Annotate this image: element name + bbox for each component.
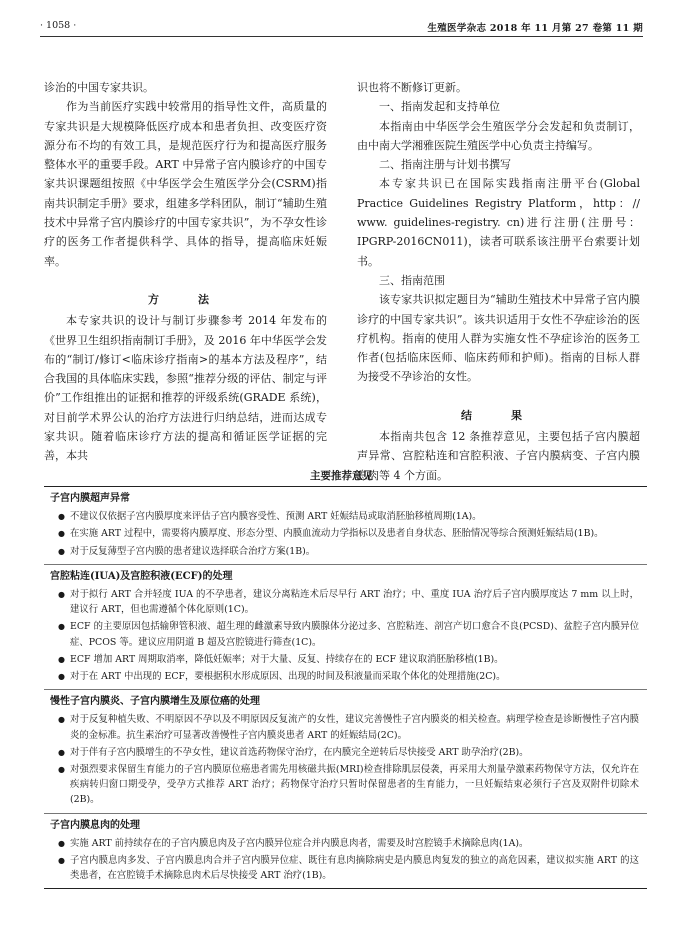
recommendations-title: 主要推荐意见 xyxy=(310,470,373,482)
recommendation-item xyxy=(44,525,647,542)
recommendation-group-heading: 宫腔粘连(IUA)及宫腔积液(ECF)的处理 xyxy=(44,564,647,586)
page-number: · 1058 · xyxy=(40,20,77,31)
recommendation-item xyxy=(44,651,647,668)
bullet-icon: ● xyxy=(58,838,65,848)
recommendation-item xyxy=(44,508,647,525)
recommendation-text: 对强烈要求保留生育能力的子宫内膜原位癌患者需先用核磁共振(MRI)检查排除肌层侵袭，再采用大剂量孕激素药物保守方法，仅允许在疾病转归窗口期受孕，受孕方式推荐 ART 治疗；药物保守治疗只暂时保留患者的生育能力，一旦妊娠结束必须行子宫及双附件切除术(2B)。 xyxy=(70,764,639,806)
paragraph: 本专家共识的设计与制订步骤参考 2014 年发布的《世界卫生组织指南制订手册》，及 2016 年中华医学会发布的“制订/修订<临床诊疗指南>的基本方法及程序”，结合我国的具体临床实践，参照“推荐分级的评估、制定与评价”工作组推出的证据和推荐的评级系统(GRADE 系统)，对目前学术界公认的治疗方法进行归纳总结，进而达成专家共识。随着临床诊疗方法的提高和循证医学证据的完善，本共 xyxy=(44,314,327,463)
left-column xyxy=(44,78,327,466)
bullet-icon: ● xyxy=(58,546,65,556)
recommendation-item xyxy=(44,744,647,761)
recommendation-group-heading: 子宫内膜息肉的处理 xyxy=(44,813,647,835)
paragraph: 识也将不断修订更新。 xyxy=(357,81,467,94)
recommendation-text: ECF 的主要原因包括输卵管积液、超生理的雌激素导致内膜腺体分泌过多、宫腔粘连、剖宫产切口愈合不良(PCSD)、盆腔子宫内膜异位症、PCOS 等。建议应用阴道 B 超及宫腔镜进行筛查(1C)。 xyxy=(70,621,639,648)
recommendation-group xyxy=(44,711,647,812)
recommendation-item xyxy=(44,835,647,852)
subsection-title: 一、指南发起和支持单位 xyxy=(379,100,500,114)
recommendation-group xyxy=(44,508,647,564)
subsection-title: 二、指南注册与计划书撰写 xyxy=(379,158,511,172)
paragraph: 诊治的中国专家共识。 xyxy=(44,81,154,94)
recommendation-text: 不建议仅依据子宫内膜厚度来评估子宫内膜容受性、预测 ART 妊娠结局或取消胚胎移植周期(1A)。 xyxy=(70,511,482,523)
recommendation-text: 在实施 ART 过程中，需要将内膜厚度、形态分型、内膜血流动力学指标以及患者自身状态、胚胎情况等综合预测妊娠结局(1B)。 xyxy=(70,528,604,540)
paragraph: 该专家共识拟定题目为“辅助生殖技术中异常子宫内膜诊疗的中国专家共识”。该共识适用于女性不孕症诊治的医疗机构。指南的使用人群为实施女性不孕症诊治的医务工作者(包括临床医师、临床药师和护师)。指南的目标人群为接受不孕诊治的女性。 xyxy=(357,293,640,384)
bullet-icon: ● xyxy=(58,765,65,775)
recommendation-group-heading: 子宫内膜超声异常 xyxy=(50,493,130,504)
recommendation-text: ECF 增加 ART 周期取消率，降低妊娠率；对于大量、反复、持续存在的 ECF 建议取消胚胎移植(1B)。 xyxy=(70,653,504,665)
header-rule xyxy=(40,36,643,37)
bullet-icon: ● xyxy=(58,747,65,757)
recommendation-text: 对于在 ART 中出现的 ECF，要根据积水形成原因、出现的时间及积液量而采取个体化的处理措施(2C)。 xyxy=(70,671,506,683)
recommendation-text: 对于拟行 ART 合并轻度 IUA 的不孕患者，建议分离粘连术后尽早行 ART 治疗；中、重度 IUA 治疗后子宫内膜厚度达 7 mm 以上时，建议行 ART，但也需遵循个体化原则(1C)。 xyxy=(70,589,639,616)
recommendation-text: 对于伴有子宫内膜增生的不孕女性，建议首选药物保守治疗，在内膜完全逆转后尽快接受 ART 助孕治疗(2B)。 xyxy=(70,746,529,758)
recommendation-item xyxy=(44,761,647,809)
paragraph: 本指南共包含 12 条推荐意见，主要包括子宫内膜超声异常、宫腔粘连和宫腔积液、子宫内膜病变、子宫内膜息肉等 4 个方面。 xyxy=(357,430,640,482)
bullet-icon: ● xyxy=(58,715,65,725)
recommendation-item xyxy=(44,668,647,685)
recommendation-item xyxy=(44,711,647,743)
recommendation-text: 对于反复种植失败、不明原因不孕以及不明原因反复流产的女性，建议完善慢性子宫内膜炎的相关检查。病理学检查是诊断慢性子宫内膜炎的金标准。抗生素治疗可显著改善慢性子宫内膜炎患者 ART 的妊娠结局(2C)。 xyxy=(70,714,639,741)
recommendations-box xyxy=(44,486,647,889)
recommendation-group xyxy=(44,835,647,889)
recommendation-text: 实施 ART 前持续存在的子宫内膜息肉及子宫内膜异位症合并内膜息肉者，需要及时宫腔镜手术摘除息肉(1A)。 xyxy=(70,837,529,849)
paragraph: 作为当前医疗实践中较常用的指导性文件，高质量的专家共识是大规模降低医疗成本和患者负担、改变医疗资源分布不均的有效工具，是规范医疗行为和提高医疗服务整体水平的重要手段。ART 中异常子宫内膜诊疗的中国专家共识课题组按照《中华医学会生殖医学分会(CSRM)指南共识制定手册》要求，组建多学科团队，制订“辅助生殖技术中异常子宫内膜诊疗的中国专家共识”，为不孕女性诊疗的医务工作者提供科学、具体的指导，提高临床妊娠率。 xyxy=(44,100,327,268)
recommendation-item xyxy=(44,543,647,560)
bullet-icon: ● xyxy=(58,590,65,600)
bullet-icon: ● xyxy=(58,654,65,664)
recommendation-item xyxy=(44,852,647,884)
recommendation-text: 对于反复薄型子宫内膜的患者建议选择联合治疗方案(1B)。 xyxy=(70,545,316,557)
section-title-methods: 方 法 xyxy=(148,292,223,306)
right-column xyxy=(357,78,640,485)
recommendation-item xyxy=(44,586,647,618)
paragraph: 本专家共识已在国际实践指南注册平台(Global Practice Guidelines Registry Platform，http：// www. guidelines-registry. cn)进行注册(注册号：IPGRP-2016CN011)，读者可联系该注册平台索要计划书。 xyxy=(357,177,640,268)
section-title-results: 结 果 xyxy=(461,408,536,422)
journal-citation: 生殖医学杂志 2018 年 11 月第 27 卷第 11 期 xyxy=(427,23,643,34)
subsection-title: 三、指南范围 xyxy=(379,273,445,287)
recommendation-item xyxy=(44,618,647,650)
bullet-icon: ● xyxy=(58,529,65,539)
recommendation-group-heading: 慢性子宫内膜炎、子宫内膜增生及原位癌的处理 xyxy=(44,689,647,711)
running-header xyxy=(0,20,683,40)
bullet-icon: ● xyxy=(58,512,65,522)
paragraph: 本指南由中华医学会生殖医学分会发起和负责制订，由中南大学湘雅医院生殖医学中心负责主持编写。 xyxy=(357,119,640,152)
recommendation-group xyxy=(44,586,647,689)
bullet-icon: ● xyxy=(58,622,65,632)
bullet-icon: ● xyxy=(58,856,65,866)
recommendation-text: 子宫内膜息肉多发、子宫内膜息肉合并子宫内膜异位症、既往有息肉摘除病史是内膜息肉复发的独立的高危因素，建议拟实施 ART 的这类患者，在宫腔镜手术摘除息肉术后尽快接受 ART 治疗(1B)。 xyxy=(70,855,639,882)
bullet-icon: ● xyxy=(58,672,65,682)
